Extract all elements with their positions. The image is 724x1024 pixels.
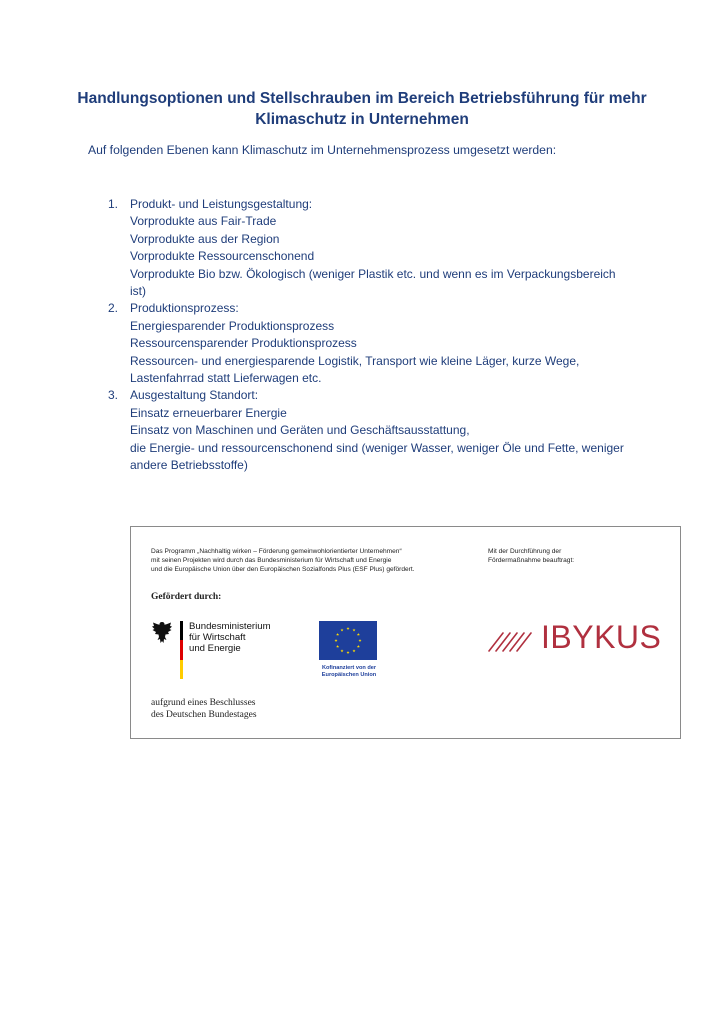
list-item-product-design bbox=[108, 196, 648, 300]
eu-flag-icon bbox=[319, 621, 377, 660]
list-line: andere Betriebsstoffe) bbox=[130, 458, 248, 473]
ibykus-logo bbox=[487, 621, 662, 657]
program-line: mit seinen Projekten wird durch das Bundesministerium für Wirtschaft und Energie bbox=[151, 557, 392, 564]
ministry-line: und Energie bbox=[189, 643, 241, 654]
list-line: Vorprodukte Ressourcenschonend bbox=[130, 249, 315, 264]
eu-logo bbox=[319, 621, 379, 679]
federal-eagle-icon bbox=[151, 621, 173, 645]
section-heading: Ausgestaltung Standort: bbox=[130, 388, 259, 403]
program-line: und die Europäische Union über den Europäischen Sozialfonds Plus (ESF Plus) gefördert. bbox=[151, 566, 415, 573]
section-heading: Produkt- und Leistungsgestaltung: bbox=[130, 197, 313, 211]
measures-list bbox=[108, 196, 648, 475]
intro-text: Auf folgenden Ebenen kann Klimaschutz im Unternehmensprozess umgesetzt werden: bbox=[88, 143, 557, 157]
bundestag-resolution bbox=[151, 697, 257, 721]
funding-notice-box bbox=[130, 526, 681, 739]
eu-caption bbox=[311, 665, 387, 679]
ministry-line: Bundesministerium bbox=[189, 621, 271, 632]
commissioned-line: Mit der Durchführung der bbox=[488, 548, 562, 555]
list-number: 2. bbox=[108, 301, 119, 316]
list-number: 3. bbox=[108, 388, 119, 403]
list-line: Energiesparender Produktionsprozess bbox=[130, 318, 335, 333]
resolution-line: aufgrund eines Beschlusses bbox=[151, 698, 256, 708]
list-number: 1. bbox=[108, 197, 119, 211]
ministry-name bbox=[189, 621, 271, 654]
program-line: Das Programm „Nachhaltig wirken – Förderung gemeinwohlorientierter Unternehmen“ bbox=[151, 548, 402, 555]
list-line: Vorprodukte Bio bzw. Ökologisch (weniger Plastik etc. und wenn es im Verpackungsbereich bbox=[130, 266, 616, 281]
ibykus-wordmark: IBYKUS bbox=[541, 619, 662, 655]
list-line: Einsatz erneuerbarer Energie bbox=[130, 405, 287, 420]
list-item-location bbox=[108, 387, 648, 474]
resolution-line: des Deutschen Bundestages bbox=[151, 710, 257, 720]
commissioned-note bbox=[488, 547, 648, 565]
eu-caption-line: Kofinanziert von der bbox=[321, 665, 377, 671]
bmwi-logo bbox=[151, 621, 281, 681]
title-line-1: Handlungsoptionen und Stellschrauben im Bereich Betriebsführung für mehr bbox=[77, 90, 647, 107]
list-line: die Energie- und ressourcenschonend sind (weniger Wasser, weniger Öle und Fette, weniger bbox=[130, 440, 624, 455]
ibykus-slash-icon bbox=[487, 623, 541, 653]
list-line: Ressourcensparender Produktionsprozess bbox=[130, 336, 357, 351]
list-item-production-process bbox=[108, 300, 648, 387]
list-line: Einsatz von Maschinen und Geräten und Geschäftsausstattung, bbox=[130, 423, 470, 438]
german-flag-bar bbox=[180, 621, 183, 679]
title-line-2: Klimaschutz in Unternehmen bbox=[255, 111, 469, 128]
list-line: Vorprodukte aus Fair-Trade bbox=[130, 214, 277, 229]
list-line: Ressourcen- und energiesparende Logistik, Transport wie kleine Läger, kurze Wege, bbox=[130, 353, 580, 368]
list-line: Vorprodukte aus der Region bbox=[130, 231, 280, 246]
eu-caption-line: Europäischen Union bbox=[321, 672, 377, 678]
page-title bbox=[40, 88, 684, 130]
ministry-line: für Wirtschaft bbox=[189, 632, 246, 643]
program-description bbox=[151, 547, 471, 574]
list-line: Lastenfahrrad statt Lieferwagen etc. bbox=[130, 371, 322, 386]
funded-by-label: Gefördert durch: bbox=[151, 592, 222, 602]
section-heading: Produktionsprozess: bbox=[130, 301, 239, 316]
commissioned-line: Fördermaßnahme beauftragt: bbox=[488, 557, 575, 564]
list-line: ist) bbox=[130, 284, 146, 299]
